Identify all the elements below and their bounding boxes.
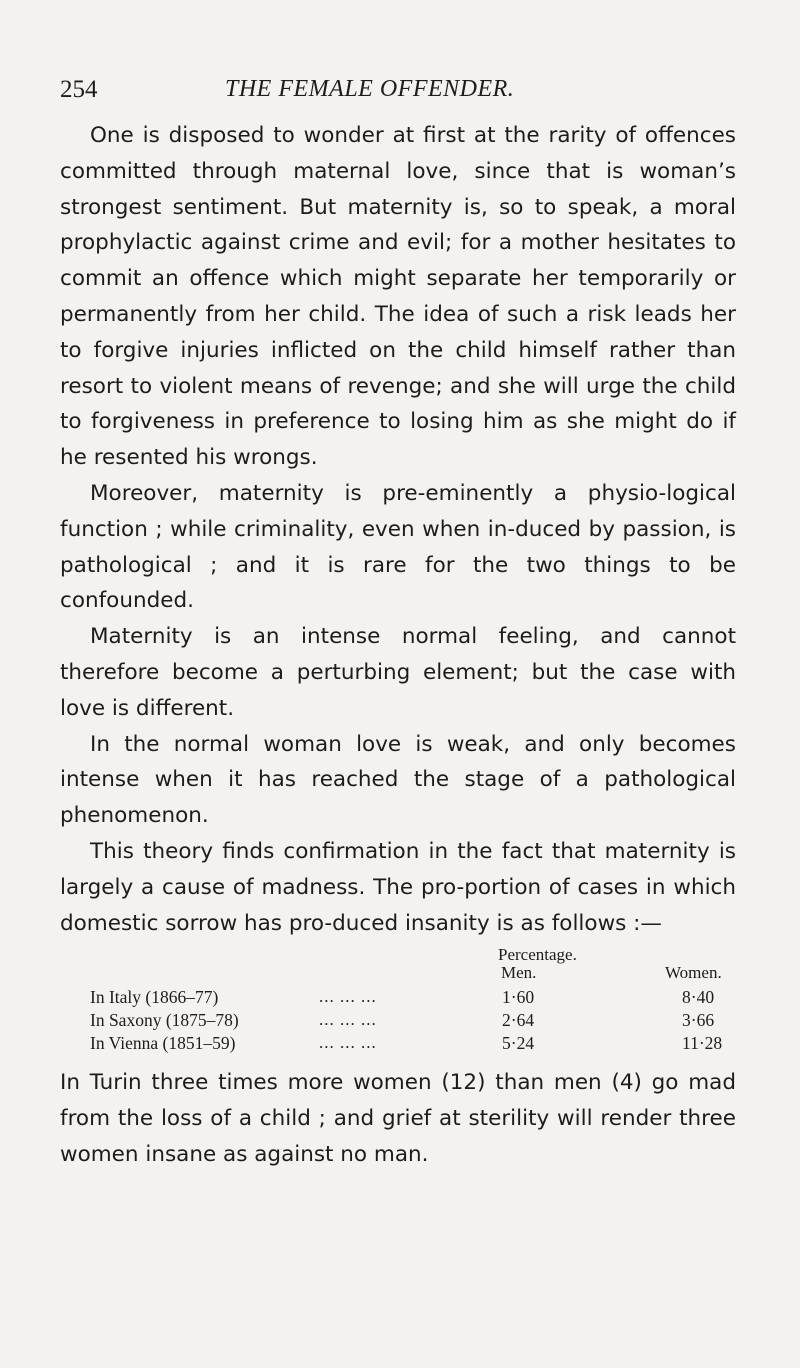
body-text bbox=[60, 118, 736, 941]
paragraph: Maternity is an intense normal feeling, and cannot therefore become a perturbing element; but the case with love is different. bbox=[60, 624, 736, 721]
table-group-header: Percentage. bbox=[498, 945, 577, 964]
page-header bbox=[60, 76, 740, 110]
cell-women: 3·66 bbox=[682, 1010, 715, 1030]
paragraph: This theory finds confirmation in the fact that maternity is largely a cause of madness. The pro-portion of cases in which domestic sorrow has pro-duced insanity is as follows :— bbox=[60, 838, 736, 936]
row-label: In Saxony (1875–78) bbox=[90, 1010, 239, 1030]
page-number: 254 bbox=[60, 76, 98, 103]
column-header-women: Women. bbox=[665, 963, 722, 982]
running-title: THE FEMALE OFFENDER. bbox=[225, 76, 515, 102]
cell-women: 8·40 bbox=[682, 987, 715, 1007]
cell-men: 5·24 bbox=[502, 1033, 535, 1053]
paragraph: In the normal woman love is weak, and only becomes intense when it has reached the stage of a pathological phenomenon. bbox=[60, 731, 736, 829]
cell-men: 2·64 bbox=[502, 1010, 535, 1030]
cell-men: 1·60 bbox=[502, 987, 535, 1007]
leader-dots: ... ... ... bbox=[319, 987, 377, 1006]
closing-text bbox=[60, 1065, 736, 1172]
paragraph: Moreover, maternity is pre-eminently a physio-logical function ; while criminality, even when in-duced by passion, is pathological ; and it is rare for the two things to be confounded. bbox=[60, 480, 736, 614]
paragraph: In Turin three times more women (12) than men (4) go mad from the loss of a child ; and grief at sterility will render three women insane as against no man. bbox=[60, 1070, 736, 1167]
cell-women: 11·28 bbox=[682, 1033, 723, 1053]
leader-dots: ... ... ... bbox=[319, 1010, 377, 1029]
row-label: In Vienna (1851–59) bbox=[90, 1033, 236, 1053]
column-header-men: Men. bbox=[501, 963, 537, 982]
insanity-percentage-table bbox=[60, 945, 740, 1063]
row-label: In Italy (1866–77) bbox=[90, 987, 219, 1007]
leader-dots: ... ... ... bbox=[319, 1033, 377, 1052]
paragraph: One is disposed to wonder at first at the rarity of offences committed through maternal love, since that is woman’s strongest sentiment. But maternity is, so to speak, a moral prophylactic against crime and evil; for a mother hesitates to commit an offence which might separate her temporarily or permanently from her child. The idea of such a risk leads her to forgive injuries inflicted on the child himself rather than resort to violent means of revenge; and she will urge the child to forgiveness in preference to losing him as she might do if he resented his wrongs. bbox=[60, 123, 736, 471]
